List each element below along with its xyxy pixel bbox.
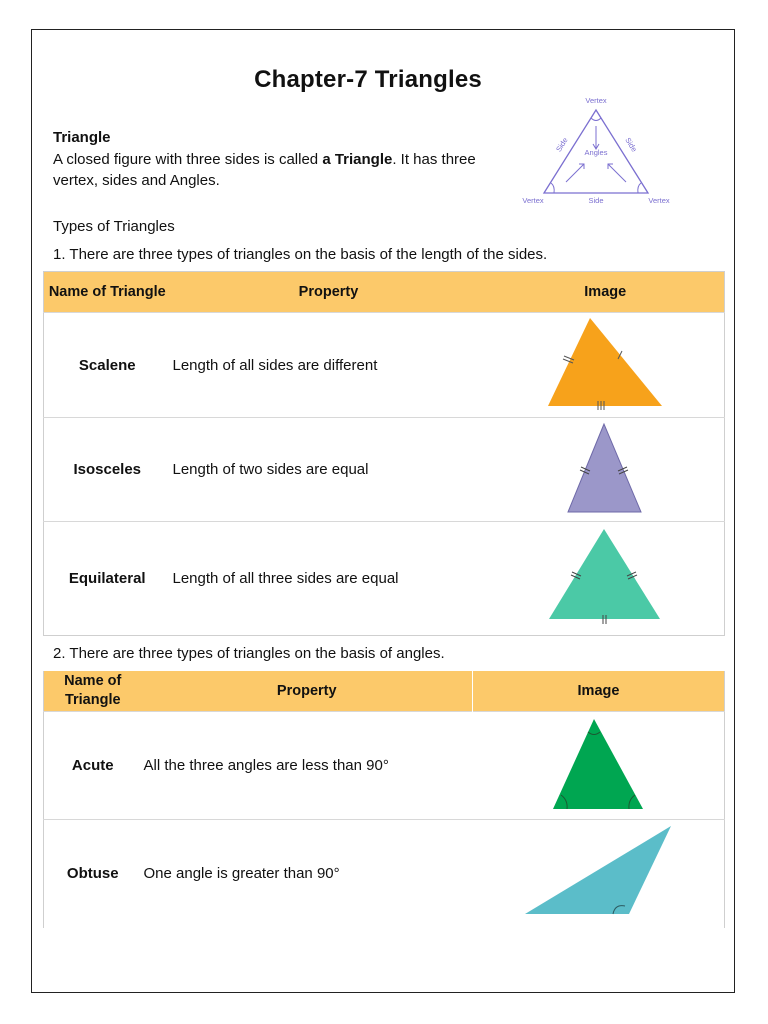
term-heading: Triangle	[53, 129, 111, 146]
diagram-label-vertex-left: Vertex	[522, 196, 544, 205]
obtuse-triangle-image	[523, 824, 673, 920]
row-image	[473, 820, 725, 928]
header-name: Name of Triangle	[44, 671, 142, 712]
diagram-label-vertex-top: Vertex	[585, 96, 607, 105]
definition-text	[53, 149, 513, 191]
header-name: Name of Triangle	[44, 272, 171, 313]
row-property: Length of two sides are equal	[171, 418, 487, 522]
table-row	[44, 418, 725, 522]
scalene-shape	[548, 318, 662, 406]
diagram-arrow-right	[608, 164, 626, 182]
header-image: Image	[487, 272, 725, 313]
diagram-label-side-left: Side	[554, 135, 570, 154]
diagram-label-vertex-right: Vertex	[648, 196, 670, 205]
types-heading: Types of Triangles	[53, 218, 175, 235]
row-property: All the three angles are less than 90°	[142, 712, 473, 820]
row-image	[487, 418, 725, 522]
row-name: Acute	[44, 712, 142, 820]
header-image: Image	[473, 671, 725, 712]
obtuse-shape	[525, 826, 671, 914]
definition-bold: a Triangle	[322, 151, 393, 168]
diagram-angle-arc-left	[551, 183, 554, 193]
acute-triangle-image	[551, 717, 645, 811]
row-property: One angle is greater than 90°	[142, 820, 473, 928]
header-property: Property	[171, 272, 487, 313]
sides-table-header	[44, 272, 725, 313]
row-name: Isosceles	[44, 418, 171, 522]
isosceles-triangle-image	[565, 422, 645, 514]
row-image	[487, 522, 725, 636]
row-property: Length of all sides are different	[171, 313, 487, 418]
diagram-label-side-right: Side	[623, 135, 639, 154]
diagram-label-side-bottom: Side	[588, 196, 604, 205]
angles-table-header	[44, 671, 725, 712]
acute-shape	[553, 719, 643, 809]
diagram-label-angles: Angles	[584, 148, 608, 157]
table-row	[44, 313, 725, 418]
diagram-angle-arc-right	[638, 183, 641, 193]
intro-sides: 1. There are three types of triangles on the basis of the length of the sides.	[53, 246, 548, 263]
document-page	[31, 29, 735, 993]
row-name: Obtuse	[44, 820, 142, 928]
page-title: Chapter-7 Triangles	[254, 66, 482, 93]
row-name: Scalene	[44, 313, 171, 418]
definition-part-1: A closed figure with three sides is called	[53, 151, 323, 168]
diagram-arrow-left	[566, 164, 584, 182]
triangle-parts-diagram	[518, 92, 674, 214]
equilateral-shape	[549, 529, 660, 619]
intro-angles: 2. There are three types of triangles on the basis of angles.	[53, 645, 445, 662]
scalene-triangle-image	[546, 316, 664, 410]
isosceles-shape	[568, 424, 641, 512]
row-property: Length of all three sides are equal	[171, 522, 487, 636]
table-row	[44, 522, 725, 636]
row-image	[487, 313, 725, 418]
definition-part-2: . It has three vertex, sides and Angles.	[53, 151, 476, 189]
row-image	[473, 712, 725, 820]
diagram-angle-arc-top	[591, 118, 601, 121]
table-row	[44, 820, 725, 928]
header-property: Property	[142, 671, 473, 712]
table-row	[44, 712, 725, 820]
row-name: Equilateral	[44, 522, 171, 636]
angles-table	[43, 671, 725, 928]
equilateral-triangle-image	[547, 527, 663, 627]
sides-table	[43, 271, 725, 636]
